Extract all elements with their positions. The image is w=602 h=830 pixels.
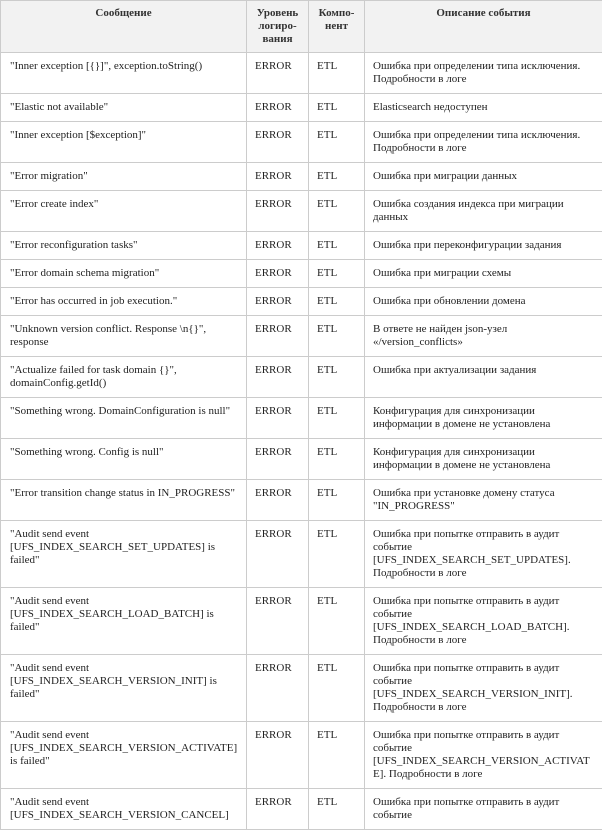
message-cell: "Error transition change status in IN_PROGRESS" [1,480,247,521]
message-cell: "Inner exception [{}]", exception.toString() [1,53,247,94]
level-cell: ERROR [247,191,309,232]
table-row [1,232,602,260]
description-cell: Ошибка при попытке отправить в аудит событие [UFS_INDEX_SEARCH_VERSION_ACTIVATE]. Подробности в логе [365,722,602,789]
component-cell: ETL [309,232,365,260]
level-cell: ERROR [247,122,309,163]
description-cell: Ошибка при определении типа исключения. Подробности в логе [365,53,602,94]
table-row [1,655,602,722]
message-cell: "Unknown version conflict. Response \n{}", response [1,316,247,357]
message-cell: "Error reconfiguration tasks" [1,232,247,260]
description-cell: Ошибка при миграции схемы [365,260,602,288]
table-row [1,521,602,588]
description-cell: Конфигурация для синхронизации информации в домене не установлена [365,398,602,439]
header-level: Уровень логиро-вания [247,1,309,53]
description-cell: Ошибка создания индекса при миграции данных [365,191,602,232]
component-cell: ETL [309,521,365,588]
table-row [1,94,602,122]
level-cell: ERROR [247,260,309,288]
table-row [1,480,602,521]
level-cell: ERROR [247,588,309,655]
component-cell: ETL [309,260,365,288]
level-cell: ERROR [247,232,309,260]
message-cell: "Error has occurred in job execution." [1,288,247,316]
component-cell: ETL [309,398,365,439]
table-row [1,191,602,232]
description-cell: Ошибка при обновлении домена [365,288,602,316]
description-cell: Elasticsearch недоступен [365,94,602,122]
component-cell: ETL [309,191,365,232]
table-row [1,53,602,94]
table-row [1,789,602,830]
message-cell: "Something wrong. Config is null" [1,439,247,480]
component-cell: ETL [309,53,365,94]
description-cell: Ошибка при переконфигурации задания [365,232,602,260]
table-row [1,316,602,357]
message-cell: "Audit send event [UFS_INDEX_SEARCH_LOAD_BATCH] is failed" [1,588,247,655]
table-row [1,122,602,163]
level-cell: ERROR [247,163,309,191]
level-cell: ERROR [247,439,309,480]
description-cell: Ошибка при миграции данных [365,163,602,191]
component-cell: ETL [309,722,365,789]
level-cell: ERROR [247,357,309,398]
message-cell: "Error migration" [1,163,247,191]
table-row [1,357,602,398]
description-cell: Ошибка при попытке отправить в аудит событие [UFS_INDEX_SEARCH_LOAD_BATCH]. Подробности в логе [365,588,602,655]
description-cell: Ошибка при попытке отправить в аудит событие [365,789,602,830]
level-cell: ERROR [247,94,309,122]
message-cell: "Audit send event [UFS_INDEX_SEARCH_VERSION_ACTIVATE] is failed" [1,722,247,789]
component-cell: ETL [309,789,365,830]
component-cell: ETL [309,588,365,655]
component-cell: ETL [309,94,365,122]
component-cell: ETL [309,122,365,163]
message-cell: "Error domain schema migration" [1,260,247,288]
message-cell: "Audit send event [UFS_INDEX_SEARCH_VERSION_CANCEL] [1,789,247,830]
level-cell: ERROR [247,722,309,789]
description-cell: Ошибка при попытке отправить в аудит событие [UFS_INDEX_SEARCH_VERSION_INIT]. Подробности в логе [365,655,602,722]
component-cell: ETL [309,316,365,357]
message-cell: "Error create index" [1,191,247,232]
level-cell: ERROR [247,288,309,316]
description-cell: В ответе не найден json-узел «/version_conflicts» [365,316,602,357]
message-cell: "Audit send event [UFS_INDEX_SEARCH_SET_UPDATES] is failed" [1,521,247,588]
header-component: Компо-нент [309,1,365,53]
table-row [1,288,602,316]
message-cell: "Actualize failed for task domain {}", domainConfig.getId() [1,357,247,398]
header-description: Описание события [365,1,602,53]
description-cell: Ошибка при попытке отправить в аудит событие [UFS_INDEX_SEARCH_SET_UPDATES]. Подробности в логе [365,521,602,588]
component-cell: ETL [309,480,365,521]
table-header-row [1,1,602,53]
table-row [1,260,602,288]
component-cell: ETL [309,163,365,191]
level-cell: ERROR [247,480,309,521]
level-cell: ERROR [247,398,309,439]
message-cell: "Audit send event [UFS_INDEX_SEARCH_VERSION_INIT] is failed" [1,655,247,722]
level-cell: ERROR [247,655,309,722]
message-cell: "Something wrong. DomainConfiguration is null" [1,398,247,439]
level-cell: ERROR [247,789,309,830]
description-cell: Ошибка при установке домену статуса "IN_PROGRESS" [365,480,602,521]
table-row [1,439,602,480]
header-message: Сообщение [1,1,247,53]
level-cell: ERROR [247,521,309,588]
message-cell: "Elastic not available" [1,94,247,122]
table-row [1,722,602,789]
table-row [1,398,602,439]
component-cell: ETL [309,357,365,398]
description-cell: Ошибка при актуализации задания [365,357,602,398]
message-cell: "Inner exception [$exception]" [1,122,247,163]
level-cell: ERROR [247,316,309,357]
table-row [1,588,602,655]
component-cell: ETL [309,439,365,480]
table-row [1,163,602,191]
component-cell: ETL [309,655,365,722]
description-cell: Ошибка при определении типа исключения. Подробности в логе [365,122,602,163]
description-cell: Конфигурация для синхронизации информации в домене не установлена [365,439,602,480]
component-cell: ETL [309,288,365,316]
level-cell: ERROR [247,53,309,94]
